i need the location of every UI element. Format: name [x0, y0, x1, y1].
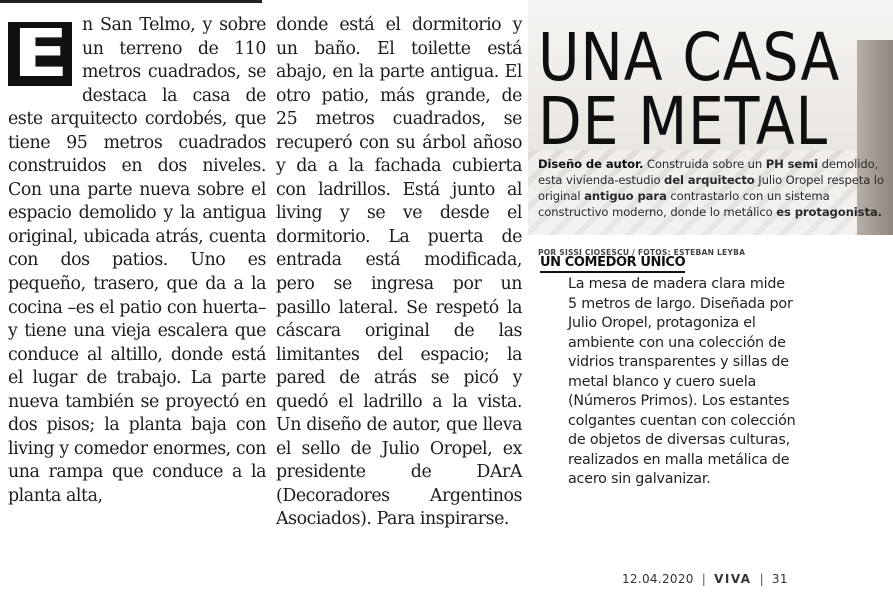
sidebar-box-body: La mesa de madera clara mide 5 metros de largo. Diseñada por Julio Oropel, protagoniza el ambiente con una colección de vidrios transparentes y sillas de metal blanco y cuero suela (Números Primos). Los estantes colgantes cuentan con colección de objetos de diversas culturas, realizados en malla metálica de acero sin galvanizar. — [568, 276, 796, 487]
article-column-2 — [276, 14, 522, 532]
sidebar-box-title: UN COMEDOR ÚNICO — [540, 255, 685, 273]
deck — [538, 156, 888, 220]
article-text-col1: n San Telmo, y sobre un terreno de 110 metros cuadrados, se destaca la casa de este arquitecto cordobés, que tiene 95 metros cuadrados construidos en dos niveles. Con una parte nueva sobre el espacio demolido y la antigua original, ubicada atrás, cuenta con dos patios. Uno es pequeño, trasero, que da a la cocina –es el patio con huerta– y tiene una vieja escalera que conduce al altillo, donde está el lugar de trabajo. La parte nueva también se proyectó en dos pisos; la planta baja con living y comedor enormes, con una rampa que conduce a la planta alta, — [8, 15, 266, 506]
byline-credit: POR SISSI CIOSESCU / FOTOS: ESTEBAN LEYBA — [538, 248, 746, 257]
article-text-col2: donde está el dormitorio y un baño. El toilette está abajo, en la parte antigua. El otro patio, más grande, de 25 metros cuadrados, se recuperó con su árbol añoso y da a la fachada cubierta con ladrillos. Está junto al living y se ve desde el dormitorio. La puerta de entrada está modificada, pero se ingresa por un pasillo lateral. Se respetó la cáscara original de las limitantes del espacio; la pared de atrás se picó y quedó el ladrillo a la vista. Un diseño de autor, que lleva el sello de Julio Oropel, ex presidente de DArA (Decoradores Argentinos Asociados). Para inspirarse. — [276, 15, 522, 530]
page-folio — [622, 572, 788, 586]
deck-highlight-1: PH semi — [765, 157, 819, 171]
article-column-1 — [8, 14, 266, 508]
deck-text-3: Julio Oropel respeta lo original — [538, 173, 884, 204]
drop-cap-letter: E — [12, 15, 68, 92]
folio-separator-2: | — [759, 572, 764, 586]
deck-highlight-2: del arquitecto — [664, 173, 755, 188]
headline-line-1: UNA CASA — [538, 19, 841, 96]
folio-date: 12.04.2020 — [622, 572, 694, 586]
deck-text-2: demolido, esta vivienda-estudio — [538, 157, 879, 188]
deck-text-1: Construida sobre un — [643, 157, 766, 171]
deck-highlight-3: antiguo para — [584, 189, 667, 204]
folio-separator-1: | — [701, 572, 707, 586]
top-rule — [0, 0, 262, 3]
folio-magazine: VIVA — [714, 572, 752, 586]
headline-line-2: DE METAL — [538, 83, 829, 160]
deck-lead: Diseño de autor. — [538, 157, 644, 171]
deck-text-4: contrastarlo con un sistema constructivo moderno, donde lo metálico — [538, 189, 830, 220]
deck-highlight-4: es protagonista. — [776, 205, 882, 220]
headline — [538, 19, 843, 160]
drop-cap — [8, 15, 72, 92]
folio-page-number: 31 — [771, 572, 788, 586]
